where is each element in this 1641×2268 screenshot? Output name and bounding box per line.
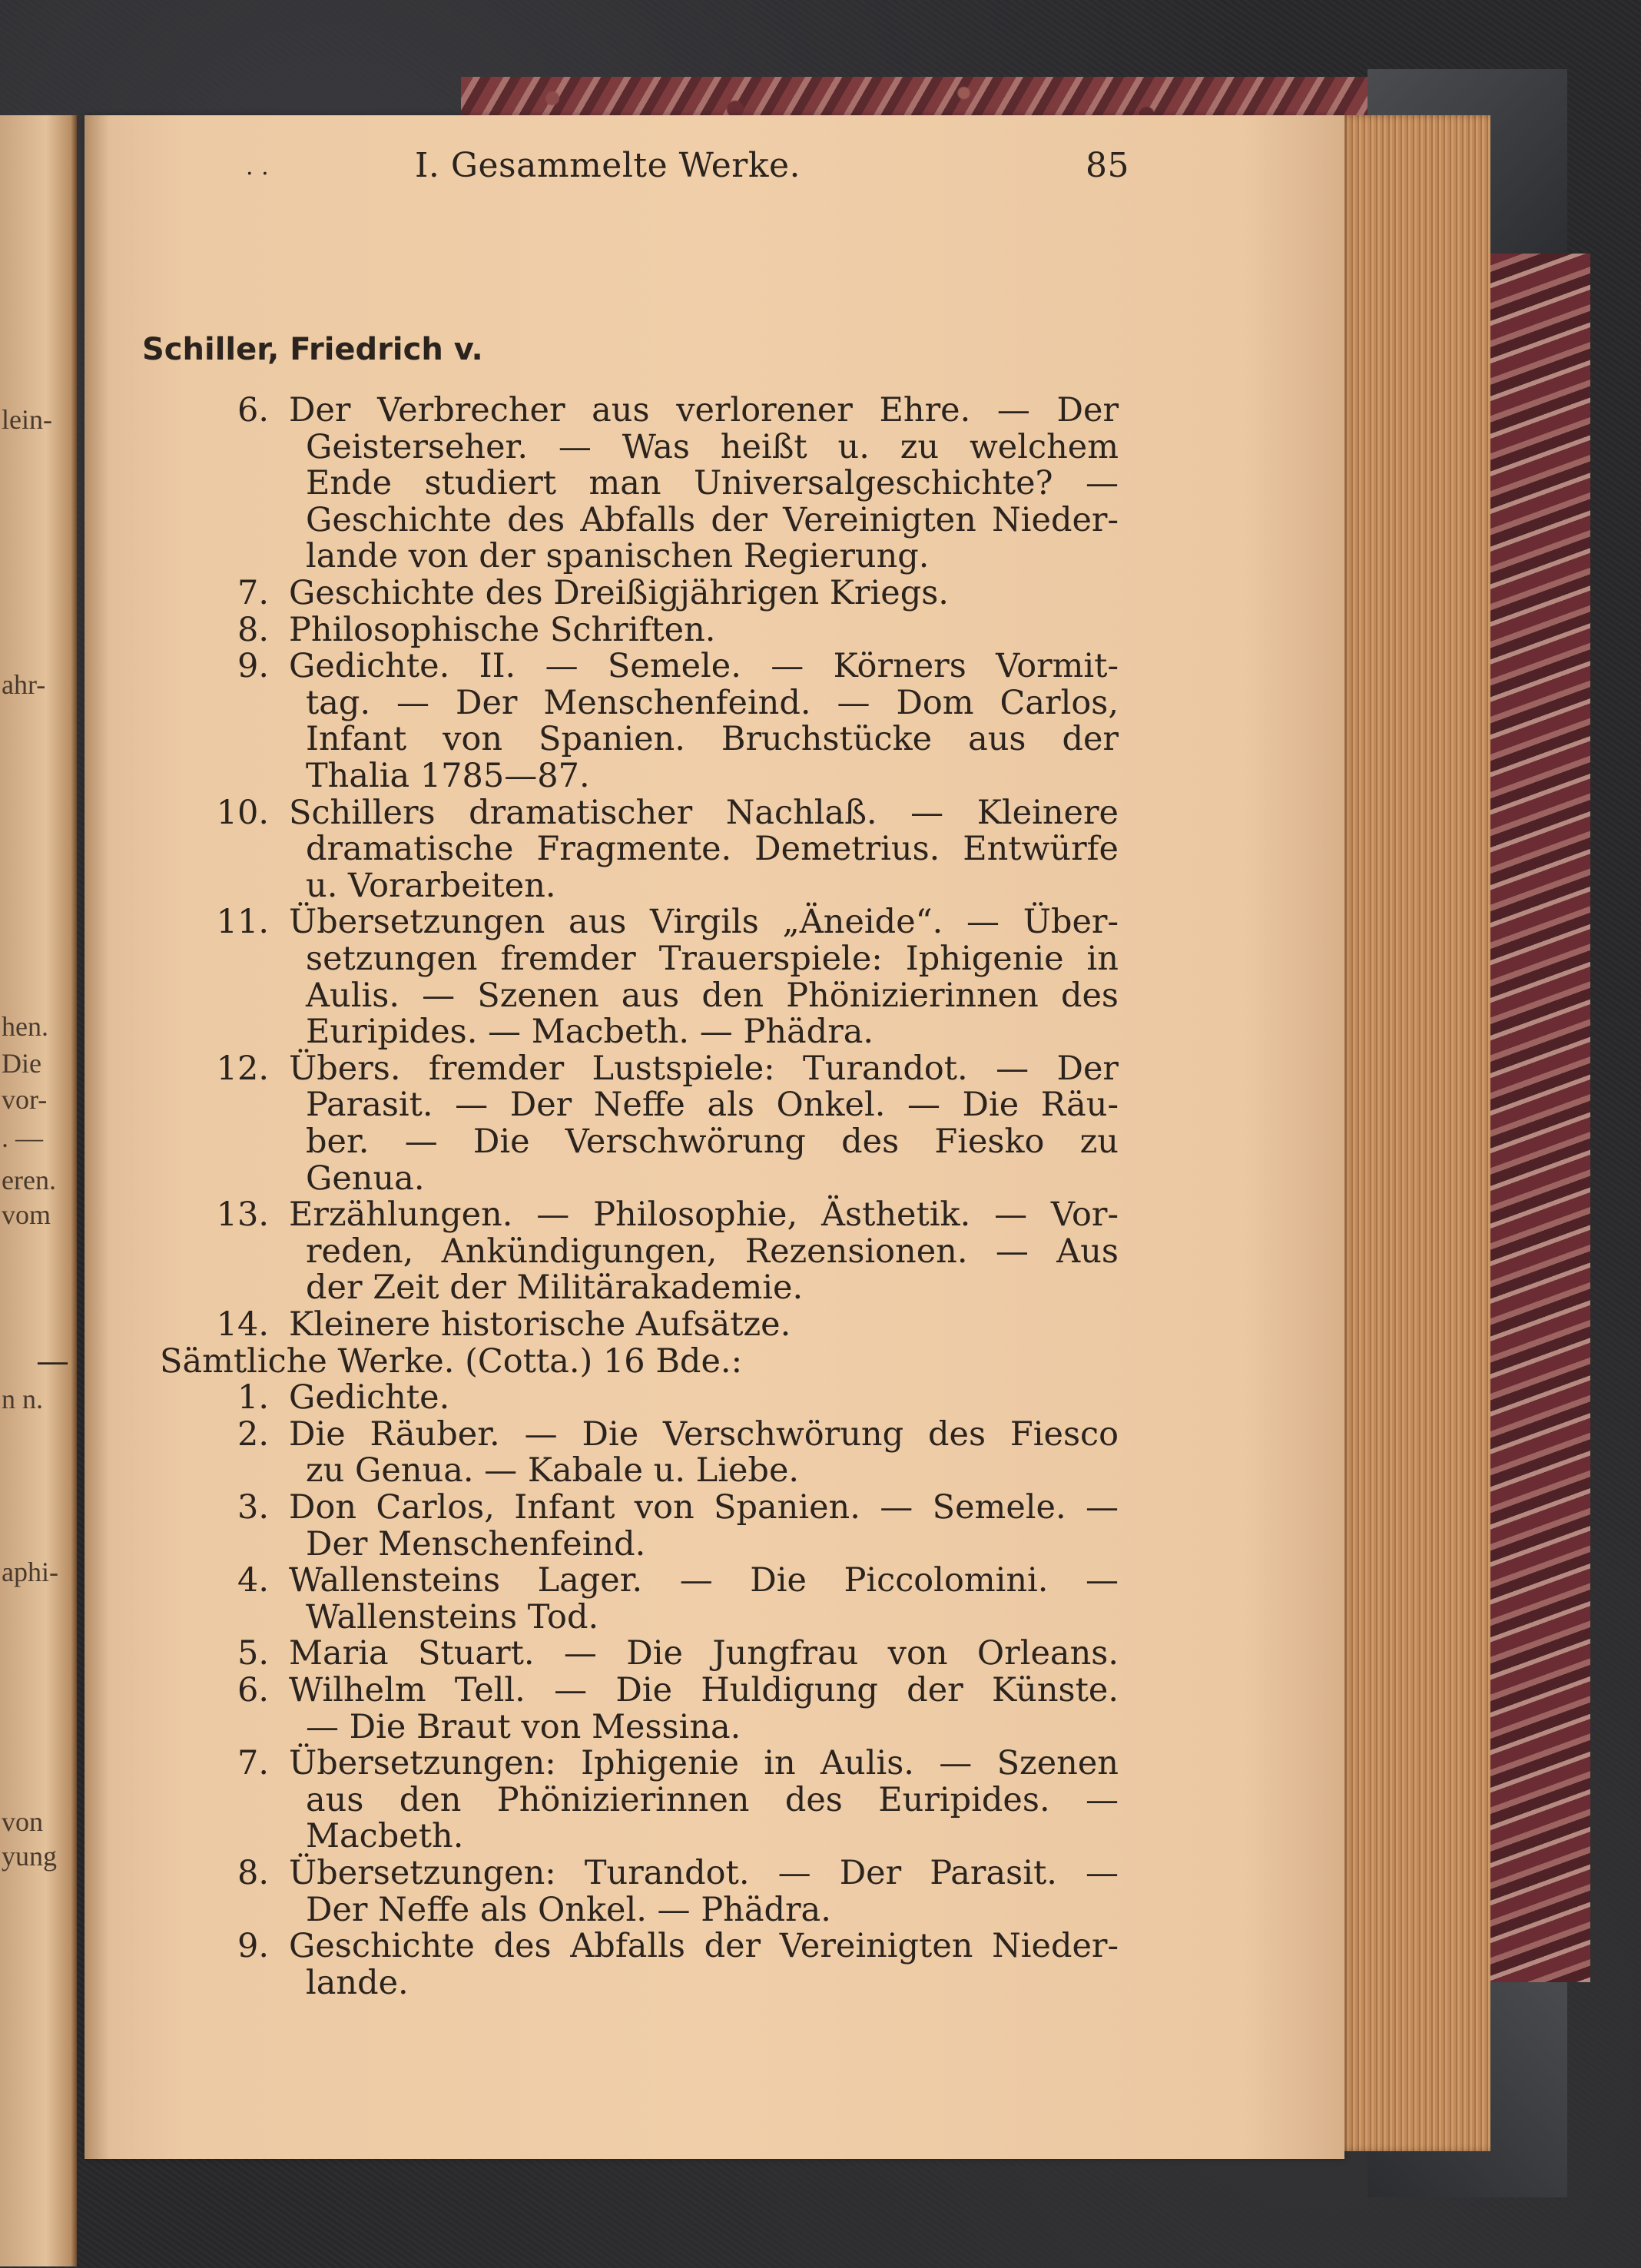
left-page-text-fragment: aphi- <box>2 1557 58 1587</box>
marbled-board-right <box>1483 254 1590 1982</box>
item-number: 4. <box>237 1561 269 1600</box>
item-text: aus den Phönizierinnen des Euripides. — <box>306 1780 1119 1819</box>
left-page-text-fragment: lein- <box>2 404 52 435</box>
item-text: Gedichte. <box>289 1378 450 1418</box>
running-header <box>246 146 1129 192</box>
item-text: Erzählungen. — Philosophie, Ästhetik. — Vor- <box>289 1195 1119 1235</box>
item-text: Parasit. — Der Neffe als Onkel. — Die Räu- <box>306 1086 1119 1125</box>
left-page-text-fragment: . — <box>2 1122 43 1153</box>
item-text: Macbeth. <box>306 1817 464 1856</box>
item-number: 8. <box>237 1854 269 1892</box>
page-number: 85 <box>1086 146 1129 185</box>
item-text: — Die Braut von Messina. <box>306 1707 741 1746</box>
item-number: 3. <box>237 1488 269 1527</box>
item-text: Schillers dramatischer Nachlaß. — Kleinere <box>289 793 1119 832</box>
item-text: reden, Ankündigungen, Rezensionen. — Aus <box>306 1232 1119 1271</box>
header-dots: . . <box>246 154 270 181</box>
item-number: 2. <box>237 1414 269 1454</box>
left-page-text-fragment: yung <box>2 1841 57 1872</box>
item-number: — <box>36 1341 69 1381</box>
item-number: 7. <box>237 1744 269 1783</box>
item-number: 14. <box>216 1305 269 1344</box>
item-text: dramatische Fragmente. Demetrius. Entwürfe <box>306 830 1119 869</box>
item-number: 11. <box>216 903 269 942</box>
left-page-text-fragment: vor- <box>2 1084 48 1115</box>
item-text: Der Verbrecher aus verlorener Ehre. — Der <box>289 391 1119 429</box>
left-page-text-fragment: vom <box>2 1199 51 1230</box>
left-page-text-fragment: ahr- <box>2 669 46 700</box>
item-text: setzungen fremder Trauerspiele: Iphigenie in <box>306 940 1119 978</box>
item-number: 5. <box>237 1634 269 1673</box>
left-page-text-fragment: n n. <box>2 1384 43 1414</box>
item-text: Übersetzungen: Iphigenie in Aulis. — Szenen <box>289 1744 1119 1783</box>
item-number: 6. <box>237 391 269 429</box>
item-text: ber. — Die Verschwörung des Fiesko zu <box>306 1122 1119 1161</box>
item-text: Übersetzungen: Turandot. — Der Parasit. — <box>289 1854 1119 1892</box>
item-number: 1. <box>237 1378 269 1418</box>
author-heading: Schiller, Friedrich v. <box>142 332 483 367</box>
item-text: Infant von Spanien. Bruchstücke aus der <box>306 720 1119 759</box>
item-text: Don Carlos, Infant von Spanien. — Semele. — <box>289 1488 1119 1527</box>
item-number: 13. <box>216 1195 269 1235</box>
left-page-text-fragment: hen. <box>2 1011 48 1042</box>
item-text: Maria Stuart. — Die Jungfrau von Orleans. <box>289 1634 1119 1673</box>
item-text: Thalia 1785—87. <box>306 757 590 795</box>
item-number: 6. <box>237 1671 269 1709</box>
item-text: Geschichte des Abfalls der Vereinigten Nieder- <box>289 1927 1119 1966</box>
item-text: Die Räuber. — Die Verschwörung des Fiesco <box>289 1414 1119 1454</box>
item-text: zu Genua. — Kabale u. Liebe. <box>306 1451 800 1490</box>
item-number: 12. <box>216 1049 269 1088</box>
item-text: lande von der spanischen Regierung. <box>306 537 930 576</box>
item-text: Wilhelm Tell. — Die Huldigung der Künste. <box>289 1671 1119 1709</box>
header-title: I. Gesammelte Werke. <box>415 146 801 185</box>
left-page-text-fragment: von <box>2 1806 43 1837</box>
item-text: lande. <box>306 1963 409 2002</box>
item-text: Der Neffe als Onkel. — Phädra. <box>306 1890 831 1929</box>
item-number: 7. <box>237 574 269 612</box>
item-text: Geschichte des Abfalls der Vereinigten Nieder- <box>306 500 1119 539</box>
item-text: Übersetzungen aus Virgils „Äneide“. — Über- <box>289 903 1119 942</box>
item-number: 10. <box>216 793 269 832</box>
item-text: u. Vorarbeiten. <box>306 866 556 905</box>
item-text: Übers. fremder Lustspiele: Turandot. — Der <box>289 1049 1119 1088</box>
item-text: Philosophische Schriften. <box>289 610 716 649</box>
item-number: 8. <box>237 610 269 649</box>
item-text: der Zeit der Militärakademie. <box>306 1268 804 1308</box>
item-text: Geschichte des Dreißigjährigen Kriegs. <box>289 574 949 612</box>
item-text: Wallensteins Lager. — Die Piccolomini. — <box>289 1561 1119 1600</box>
item-text: Ende studiert man Universalgeschichte? — <box>306 464 1119 503</box>
left-page-text-fragment: Die <box>2 1048 41 1079</box>
item-number: 9. <box>237 1927 269 1966</box>
item-text: Euripides. — Macbeth. — Phädra. <box>306 1013 874 1052</box>
item-text: Sämtliche Werke. (Cotta.) 16 Bde.: <box>160 1341 743 1381</box>
item-text: Genua. <box>306 1159 425 1198</box>
item-text: Kleinere historische Aufsätze. <box>289 1305 791 1344</box>
item-text: tag. — Der Menschenfeind. — Dom Carlos, <box>306 683 1119 722</box>
item-text: Aulis. — Szenen aus den Phönizierinnen des <box>306 976 1119 1015</box>
item-number: 9. <box>237 647 269 686</box>
left-page-text-fragment: eren. <box>2 1165 56 1195</box>
item-text: Wallensteins Tod. <box>306 1597 599 1636</box>
item-text: Der Menschenfeind. <box>306 1524 646 1563</box>
previous-page-sliver <box>0 115 77 2266</box>
page-block-edge <box>1337 115 1490 2151</box>
item-text: Gedichte. II. — Semele. — Körners Vormit- <box>289 647 1119 686</box>
item-text: Geisterseher. — Was heißt u. zu welchem <box>306 427 1119 466</box>
